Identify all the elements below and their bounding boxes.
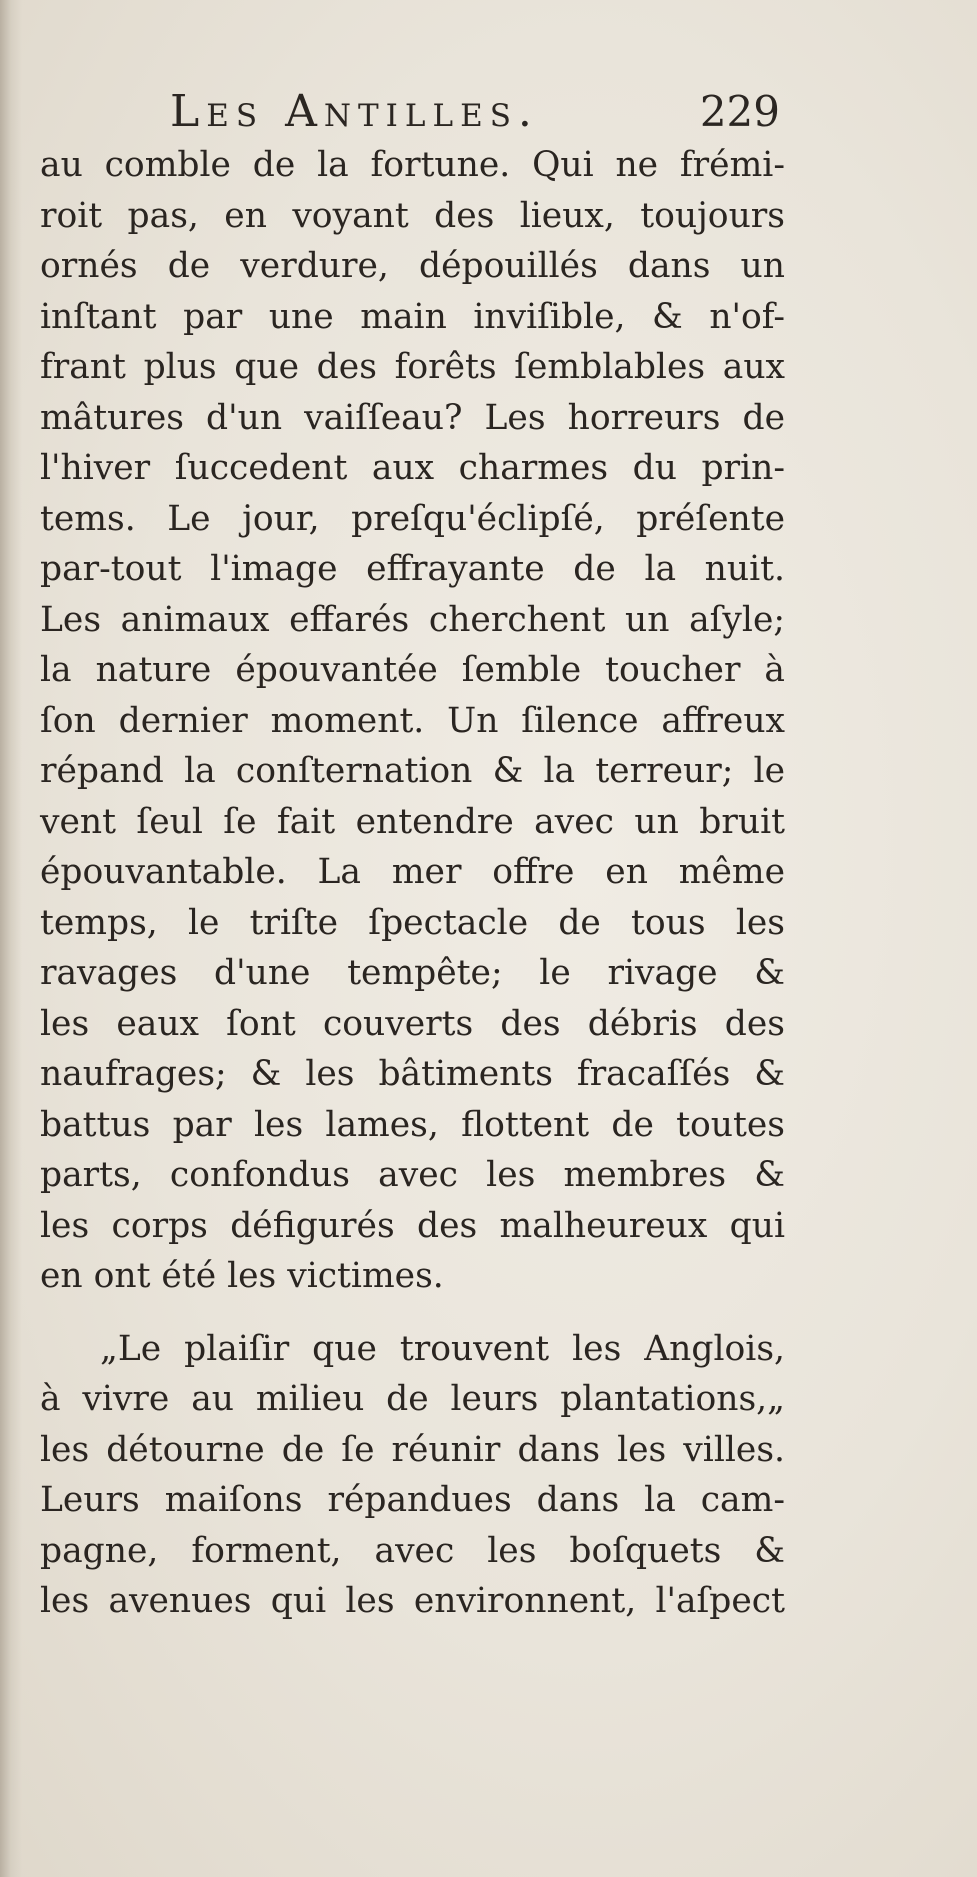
text-line: vent ſeul ſe fait entendre avec un bruit xyxy=(40,801,785,842)
text-line: roit pas, en voyant des lieux, toujours xyxy=(40,195,785,236)
gutter-shadow xyxy=(0,0,22,1877)
text-line: tems. Le jour, preſqu'éclipſé, préſente xyxy=(40,498,785,539)
text-line: répand la conſternation & la terreur; le xyxy=(40,751,785,791)
text-line: les avenues qui les environnent, l'aſpect xyxy=(40,1581,785,1621)
running-head xyxy=(170,82,810,142)
text-line: „Le plaiſir que trouvent les Anglois, xyxy=(100,1328,785,1369)
text-line: ravages d'une tempête; le rivage & xyxy=(40,953,785,993)
text-line: les corps défigurés des malheureux qui xyxy=(40,1205,785,1246)
text-line: inſtant par une main inviſible, & n'of- xyxy=(40,296,785,337)
paragraph-gap xyxy=(40,1302,785,1324)
text-line: Leurs maiſons répandues dans la cam- xyxy=(40,1480,785,1520)
text-line: la nature épouvantée ſemble toucher à xyxy=(40,650,785,690)
text-line: les détourne de ſe réunir dans les villes. xyxy=(40,1429,785,1470)
text-line: naufrages; & les bâtiments fracaſſés & xyxy=(40,1054,785,1094)
text-line: parts, confondus avec les membres & xyxy=(40,1155,785,1195)
text-line: temps, le triſte ſpectacle de tous les xyxy=(40,902,785,943)
text-line: l'hiver ſuccedent aux charmes du prin- xyxy=(40,448,785,488)
text-line: par-tout l'image effrayante de la nuit. xyxy=(40,549,785,589)
text-line: les eaux ſont couverts des débris des xyxy=(40,1003,785,1044)
text-line: battus par les lames, flottent de toutes xyxy=(40,1104,785,1145)
paragraph-1 xyxy=(40,140,785,1302)
body-text xyxy=(40,140,785,1627)
text-line: ſon dernier moment. Un ſilence affreux xyxy=(40,700,785,741)
text-line: pagne, forment, avec les boſquets & xyxy=(40,1530,785,1571)
text-line: épouvantable. La mer offre en même xyxy=(40,852,785,892)
text-line: ornés de verdure, dépouillés dans un xyxy=(40,246,785,286)
text-line: mâtures d'un vaiſſeau? Les horreurs de xyxy=(40,397,785,438)
running-title: Les Antilles. xyxy=(170,86,539,137)
text-line: en ont été les victimes. xyxy=(40,1256,444,1296)
paragraph-2 xyxy=(40,1324,785,1627)
text-line: à vivre au milieu de leurs plantations,„ xyxy=(40,1379,785,1419)
text-line: frant plus que des forêts ſemblables aux xyxy=(40,347,785,387)
page-number: 229 xyxy=(699,87,780,136)
text-line: Les animaux effarés cherchent un aſyle; xyxy=(40,599,785,640)
text-line: au comble de la fortune. Qui ne frémi- xyxy=(40,145,785,185)
